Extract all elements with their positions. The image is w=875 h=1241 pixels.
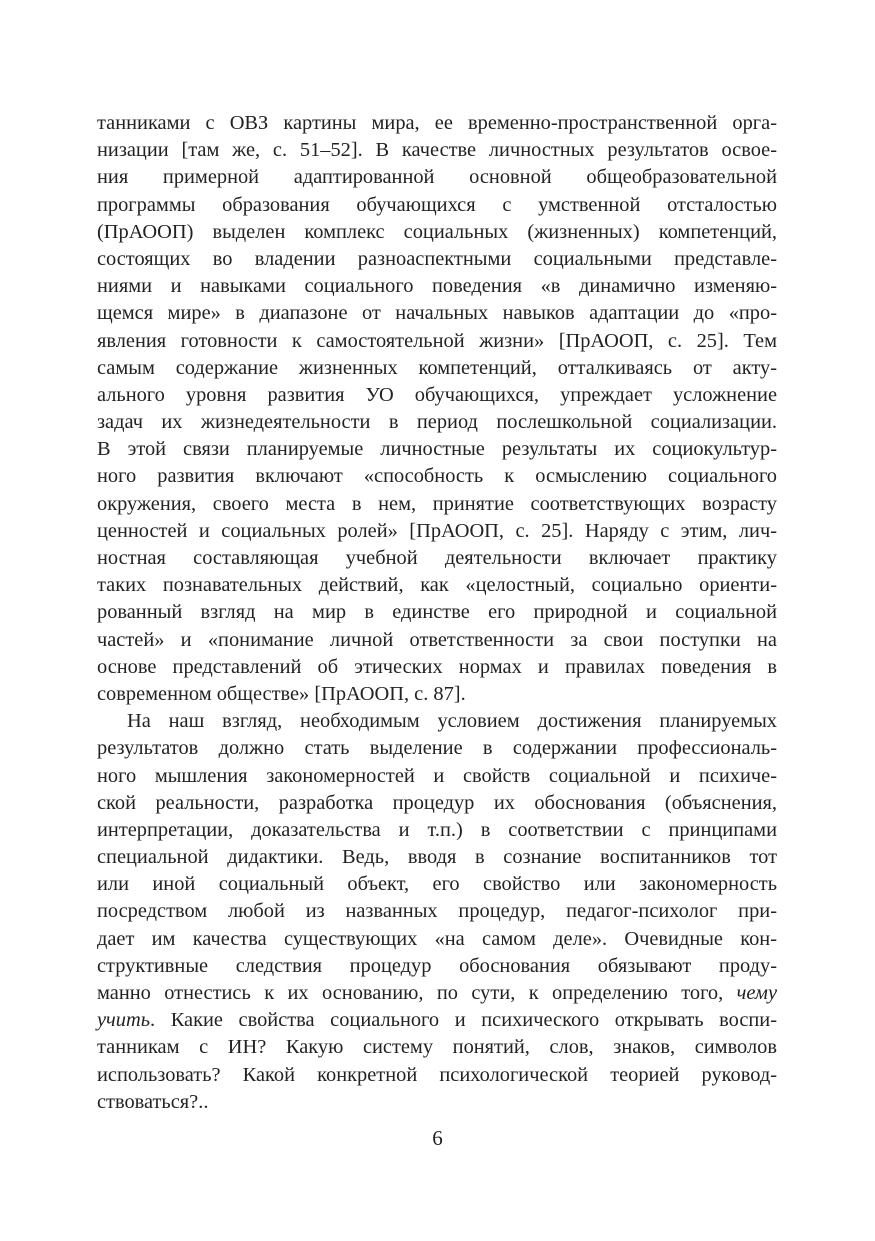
paragraph-line: основе представлений об этических нормах и правилах поведения в — [97, 655, 777, 678]
paragraph-line: ния примерной адаптированной основной общеобразовательной — [97, 166, 777, 189]
paragraph-line: современном обществе» [ПрАООП, с. 87]. — [97, 682, 466, 705]
paragraph-line: низации [там же, с. 51–52]. В качестве личностных результатов освое- — [97, 139, 777, 162]
paragraph-line: структивные следствия процедур обоснования обязывают проду- — [97, 954, 777, 977]
paragraph-line: рованный взгляд на мир в единстве его природной и социальной — [97, 601, 777, 624]
paragraph-line: танниками с ОВЗ картины мира, ее временно-пространственной орга- — [97, 112, 777, 134]
paragraph-line: специальной дидактики. Ведь, вводя в сознание воспитанников тот — [97, 846, 777, 869]
paragraph-line: частей» и «понимание личной ответственности за свои поступки на — [97, 628, 777, 651]
paragraph-line: интерпретации, доказательства и т.п.) в соответствии с принципами — [97, 818, 777, 841]
paragraph-line: самым содержание жизненных компетенций, отталкиваясь от акту- — [97, 356, 777, 379]
paragraph-line: ного мышления закономерностей и свойств социальной и психиче- — [97, 764, 777, 787]
paragraph-line: таких познавательных действий, как «целостный, социально ориенти- — [97, 574, 777, 597]
paragraph-1 — [97, 110, 777, 708]
page-number: 6 — [432, 1126, 443, 1150]
italic-word: учить — [97, 1009, 150, 1032]
paragraph-line: задач их жизнедеятельности в период послешкольной социализации. — [97, 411, 777, 434]
paragraph-line: ностная составляющая учебной деятельности включает практику — [97, 547, 777, 569]
paragraph-line: На наш взгляд, необходимым условием достижения планируемых — [127, 710, 777, 733]
line-text: . Какие свойства социального и психического открывать воспи- — [149, 1009, 777, 1032]
paragraph-line: программы образования обучающихся с умственной отсталостью — [97, 193, 777, 216]
paragraph-line: ниями и навыками социального поведения «в динамично изменяю- — [97, 275, 777, 298]
paragraph-line: окружения, своего места в нем, принятие соответствующих возрасту — [97, 492, 777, 515]
paragraph-line: ской реальности, разработка процедур их обоснования (объяснения, — [97, 791, 777, 814]
paragraph-line: дает им качества существующих «на самом деле». Очевидные кон- — [97, 927, 777, 950]
paragraph-line: танникам с ИН? Какую систему понятий, слов, знаков, символов — [97, 1036, 777, 1059]
italic-word: чему — [736, 982, 777, 1004]
paragraph-line: результатов должно стать выделение в содержании профессиональ- — [97, 737, 777, 760]
paragraph-line: ценностей и социальных ролей» [ПрАООП, с. 25]. Наряду с этим, лич- — [97, 519, 777, 542]
page-body — [97, 110, 777, 1116]
paragraph-line: посредством любой из названных процедур, педагог-психолог при- — [97, 900, 777, 923]
paragraph-line: В этой связи планируемые личностные результаты их социокультур- — [97, 438, 777, 461]
paragraph-line — [97, 980, 777, 1007]
paragraph-line: ального уровня развития УО обучающихся, упреждает усложнение — [97, 383, 777, 406]
line-text: манно отнестись к их основанию, по сути, к определению того, — [97, 982, 724, 1004]
paragraph-line: щемся мире» в диапазоне от начальных навыков адаптации до «про- — [97, 302, 777, 325]
paragraph-line: использовать? Какой конкретной психологической теорией руковод- — [97, 1063, 777, 1086]
paragraph-line: ного развития включают «способность к осмыслению социального — [97, 465, 777, 488]
paragraph-line: ствоваться?.. — [97, 1090, 209, 1113]
paragraph-line: (ПрАООП) выделен комплекс социальных (жизненных) компетенций, — [97, 220, 777, 243]
paragraph-line: явления готовности к самостоятельной жизни» [ПрАООП, с. 25]. Тем — [97, 329, 777, 352]
paragraph-line: или иной социальный объект, его свойство или закономерность — [97, 873, 777, 896]
paragraph-line: состоящих во владении разноаспектными социальными представле- — [97, 247, 777, 270]
paragraph-2 — [97, 708, 777, 1116]
paragraph-line — [97, 1007, 777, 1034]
